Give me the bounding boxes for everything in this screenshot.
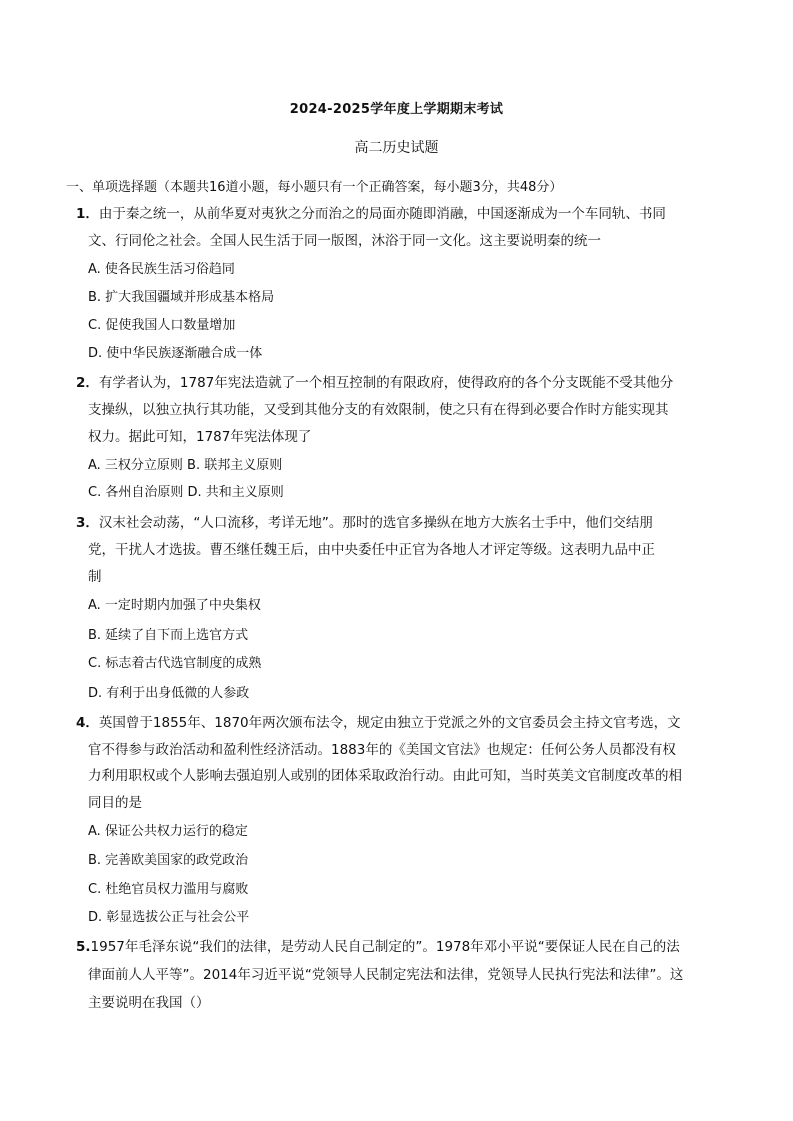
- option-a: A. 使各民族生活习俗趋同: [88, 262, 235, 277]
- option-a: A. 一定时期内加强了中央集权: [88, 598, 261, 613]
- question-text: 党，干扰人才选拔。曹丕继任魏王后，由中央委任中正官为各地人才评定等级。这表明九品中正: [88, 542, 655, 558]
- question-line: [76, 937, 680, 957]
- question-line: [76, 204, 666, 224]
- question-text: 权力。据此可知，1787年宪法体现了: [88, 429, 312, 445]
- question-text: 制: [88, 569, 102, 585]
- option-c: C. 标志着古代选官制度的成熟: [88, 656, 262, 671]
- question-text: 1957年毛泽东说“我们的法律，是劳动人民自己制定的”。1978年邓小平说“要保证人民在自己的法: [90, 939, 680, 955]
- option-ab: A. 三权分立原则 B. 联邦主义原则: [88, 458, 283, 473]
- option-c: C. 杜绝官员权力滥用与腐败: [88, 882, 249, 897]
- question-text: 英国曾于1855年、1870年两次颁布法令，规定由独立于党派之外的文官委员会主持文官考选，文: [98, 715, 681, 731]
- question-text: 官不得参与政治活动和盈利性经济活动。1883年的《美国文官法》也规定：任何公务人员都没有权: [88, 742, 676, 758]
- question-line: [76, 713, 681, 733]
- question-number: 2．: [76, 375, 99, 391]
- question-text: 支操纵，以独立执行其功能，又受到其他分支的有效限制，使之只有在得到必要合作时方能实现其: [88, 402, 669, 418]
- question-line: [76, 513, 653, 533]
- option-d: D. 使中华民族逐渐融合成一体: [88, 346, 263, 361]
- question-text: 有学者认为，1787年宪法造就了一个相互控制的有限政府，使得政府的各个分支既能不受其他分: [98, 375, 674, 391]
- question-text: 汉末社会动荡，“人口流移，考详无地”。那时的选官多操纵在地方大族名士手中，他们交结朋: [98, 515, 653, 531]
- question-text: 由于秦之统一，从前华夏对夷狄之分而治之的局面亦随即消融，中国逐渐成为一个车同轨、书同: [98, 206, 666, 222]
- option-cd: C. 各州自治原则 D. 共和主义原则: [88, 485, 284, 500]
- question-text: 主要说明在我国（）: [88, 995, 210, 1011]
- exam-title: 2024-2025学年度上学期期末考试: [289, 102, 504, 117]
- question-number: 4．: [76, 715, 99, 731]
- option-c: C. 促使我国人口数量增加: [88, 318, 236, 333]
- question-number: 5.: [76, 939, 91, 955]
- option-b: B. 延续了自下而上选官方式: [88, 628, 249, 643]
- question-line: [76, 373, 673, 393]
- option-a: A. 保证公共权力运行的稳定: [88, 824, 248, 839]
- question-text: 律面前人人平等”。2014年习近平说“党领导人民制定宪法和法律，党领导人民执行宪法和法律”。这: [88, 967, 684, 983]
- question-number: 1．: [76, 206, 99, 222]
- question-text: 力利用职权或个人影响去强迫别人或别的团体采取政治行动。由此可知，当时英美文官制度改革的相: [88, 768, 682, 784]
- question-text: 文、行同伦之社会。全国人民生活于同一版图，沐浴于同一文化。这主要说明秦的统一: [88, 233, 601, 249]
- exam-subtitle: 高二历史试题: [354, 140, 439, 156]
- option-d: D. 彰显选拔公正与社会公平: [88, 910, 250, 925]
- option-b: B. 完善欧美国家的政党政治: [88, 853, 249, 868]
- option-d: D. 有利于出身低微的人参政: [88, 686, 250, 701]
- question-text: 同目的是: [88, 795, 142, 811]
- option-b: B. 扩大我国疆域并形成基本格局: [88, 290, 275, 305]
- section-heading: 一、单项选择题（本题共16道小题，每小题只有一个正确答案，每小题3分，共48分）: [66, 180, 563, 195]
- question-number: 3．: [76, 515, 99, 531]
